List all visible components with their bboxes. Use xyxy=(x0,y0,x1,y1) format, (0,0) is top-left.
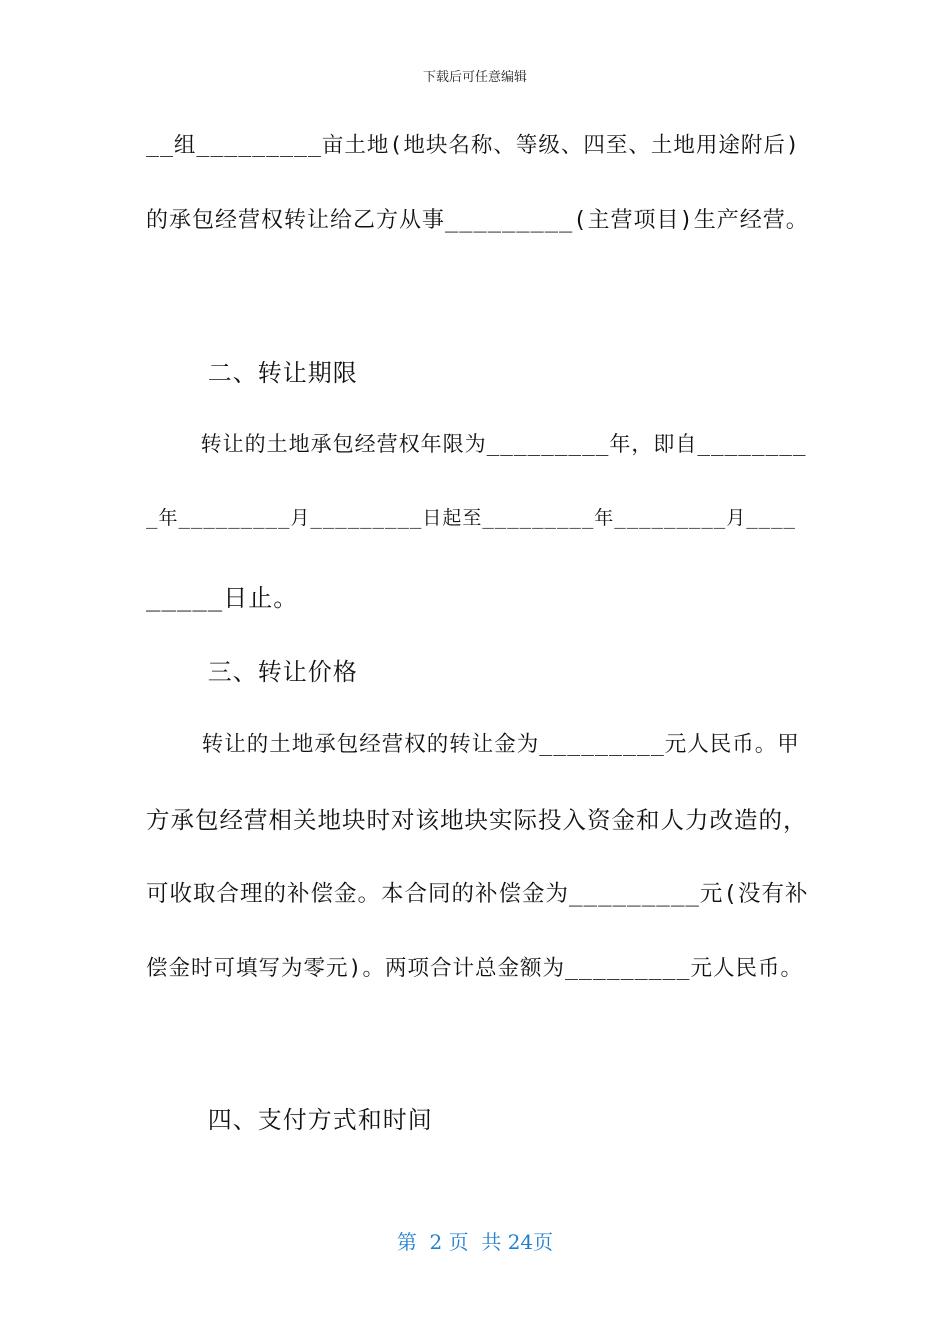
section-heading: 三、转让价格 xyxy=(146,658,358,686)
paragraph-line: 可收取合理的补偿金。本合同的补偿金为_________元(没有补 xyxy=(146,881,809,907)
paragraph-line: _年_________月_________日起至_________年_________月____ xyxy=(146,507,796,529)
page-number: 第 2 页 共 24页 xyxy=(396,1230,554,1254)
paragraph-line: 的承包经营权转让给乙方从事_________(主营项目)生产经营。 xyxy=(146,208,809,233)
paragraph-line: 转让的土地承包经营权年限为_________年，即自________ xyxy=(146,432,807,456)
section-heading: 二、转让期限 xyxy=(146,359,358,387)
paragraph-line: 方承包经营相关地块时对该地块实际投入资金和人力改造的， xyxy=(146,806,808,834)
paragraph-line: __组_________亩土地(地块名称、等级、四至、土地用途附后) xyxy=(146,133,800,158)
section-heading: 四、支付方式和时间 xyxy=(146,1106,433,1134)
paragraph-line: 偿金时可填写为零元)。两项合计总金额为_________元人民币。 xyxy=(146,956,803,981)
page-header: 下载后可任意编辑 xyxy=(422,70,527,85)
paragraph-line: 转让的土地承包经营权的转让金为_________元人民币。甲 xyxy=(146,732,800,757)
paragraph-line: _____日止。 xyxy=(146,584,299,612)
